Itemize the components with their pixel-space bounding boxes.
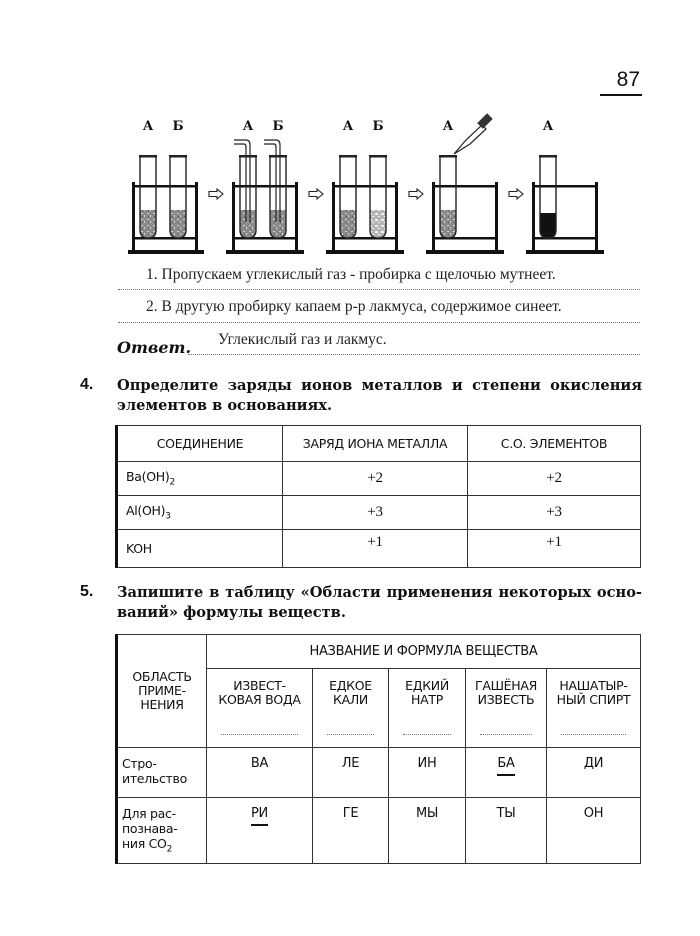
substance-name-line: ЕДКОЕ [329,678,372,693]
metal-charge-cell[interactable]: +3 [283,496,468,530]
tube-label: А [342,119,354,134]
table-group-header-row [117,635,641,669]
task-5-number: 5. [80,583,94,600]
code-cell[interactable] [466,798,547,864]
rack-shelf-icon [132,237,198,240]
area-label-line: Для рас- [122,806,176,821]
experiment-illustration [128,110,648,260]
formula-blank-line[interactable] [221,734,298,735]
tube-label: Б [272,119,284,134]
substance-name-line: ГАШЁНАЯ [475,678,537,693]
column-header-oxidation-states: С.О. ЭЛЕМЕНТОВ [468,426,641,462]
page-number-rule [600,94,642,96]
bases-application-table [115,634,641,864]
answer-label: Ответ. [117,338,192,357]
substance-name-line: ЕДКИЙ [405,678,449,693]
task-4-number: 4. [80,376,94,393]
formula-cell [117,530,283,568]
task-4-text-line1: Определите заряды ионов металлов и степени окисления [117,377,642,394]
arrow-right-icon [409,189,423,199]
formula-subscript: 3 [165,511,171,522]
formula-cell [117,462,283,496]
area-label-line: познава- [122,821,178,836]
rack-shelf-icon [432,185,498,188]
code-cell-selected[interactable] [466,748,547,798]
tube-liquid-icon [340,210,356,238]
formula-cell [117,496,283,530]
page-number: 87 [616,68,640,91]
code-text: МЫ [415,806,439,821]
tube-label: Б [172,119,184,134]
rack-shelf-icon [332,237,398,240]
tube-liquid-icon [270,210,286,238]
code-text: ВА [250,756,269,771]
tube-label: Б [372,119,384,134]
metal-charge-cell[interactable]: +2 [283,462,468,496]
code-cell[interactable] [389,798,466,864]
code-text-underlined: РИ [251,806,268,826]
tube-label: А [142,119,154,134]
rack-shelf-icon [332,185,398,188]
substance-header-cell [207,669,313,748]
answer-line [118,322,640,323]
substance-header-cell [466,669,547,748]
substance-name-line: ИЗВЕСТЬ [477,692,535,707]
code-text: ИН [417,756,437,771]
answer-line [118,289,640,290]
rack-shelf-icon [132,185,198,188]
formula-subscript: 2 [169,477,175,488]
rack-shelf-icon [532,237,598,240]
area-label-cell [117,748,207,798]
table-row [117,496,641,530]
code-text: ДИ [583,756,604,771]
gas-tube-icon [234,140,250,222]
rack-post-icon [232,182,235,252]
area-header-cell [117,635,207,748]
pipette-icon [454,125,486,154]
task-4-text-line2: элементов в основаниях. [117,397,333,414]
code-cell[interactable] [207,748,313,798]
rack-shelf-icon [232,237,298,240]
tube-liquid-icon [240,210,256,238]
substance-header-cell [389,669,466,748]
area-label-subscript: 2 [166,844,172,855]
substance-name-line: КАЛИ [333,692,368,707]
substance-name-line: НЫЙ СПИРТ [556,692,631,707]
oxidation-state-cell[interactable]: +2 [468,462,641,496]
area-header-line: ОБЛАСТЬ [132,669,192,684]
rack-post-icon [332,182,335,252]
rack-shelf-icon [432,237,498,240]
code-cell-selected[interactable] [207,798,313,864]
code-text: ТЫ [496,806,516,821]
rack-shelf-icon [232,185,298,188]
substance-name-line: ИЗВЕСТ- [233,678,286,693]
rack-base-icon [526,250,604,254]
gas-tube-icon [264,140,280,222]
tube-rim-icon [339,155,357,158]
tube-liquid-icon [170,210,186,238]
column-header-metal-charge: ЗАРЯД ИОНА МЕТАЛЛА [283,426,468,462]
task-5-text-line1: Запишите в таблицу «Области применения некоторых осно- [117,584,642,601]
group-header-cell: НАЗВАНИЕ И ФОРМУЛА ВЕЩЕСТВА [207,635,641,669]
tube-rim-icon [539,155,557,158]
tube-rim-icon [269,155,287,158]
code-cell[interactable] [547,798,641,864]
column-header-compound: СОЕДИНЕНИЕ [117,426,283,462]
oxidation-state-cell[interactable]: +3 [468,496,641,530]
rack-post-icon [495,182,498,252]
substance-name-line: НАШАТЫР- [559,678,628,693]
area-label-line: ния CO [122,836,167,851]
tube-liquid-icon [540,213,556,238]
code-text-underlined: БА [497,756,514,776]
rack-post-icon [532,182,535,252]
pipette-bulb-icon [477,113,493,129]
code-cell[interactable] [547,748,641,798]
area-label-line: Стро- [122,756,157,771]
step-1-text: 1. Пропускаем углекислый газ - пробирка с щелочью мутнеет. [146,266,556,283]
tube-rim-icon [369,155,387,158]
tube-label: А [542,119,554,134]
rack-post-icon [195,182,198,252]
formula-blank-line[interactable] [327,734,374,735]
step-2-text: 2. В другую пробирку капаем р-р лакмуса, содержимое синеет. [146,298,562,315]
code-cell[interactable] [313,798,389,864]
tube-liquid-icon [140,210,156,238]
rack-post-icon [132,182,135,252]
answer-line [188,354,640,355]
rack-post-icon [432,182,435,252]
table-row [117,798,641,864]
formula-text: Ba(OH) [126,469,170,485]
area-label-line: ительство [122,771,187,786]
rack-base-icon [128,250,204,254]
rack-base-icon [326,250,404,254]
oxidation-state-cell[interactable]: +1 [468,530,641,568]
substance-name-line: КОВАЯ ВОДА [218,692,301,707]
tube-rim-icon [439,155,457,158]
code-text: ГЕ [342,806,359,821]
table-header-row [117,426,641,462]
table-row [117,748,641,798]
area-header-line: НЕНИЯ [140,697,184,712]
code-text: ЛЕ [341,756,360,771]
answer-text: Углекислый газ и лакмус. [218,331,387,348]
rack-shelf-icon [532,185,598,188]
table-row [117,530,641,568]
tube-rim-icon [139,155,157,158]
substance-header-cell [547,669,641,748]
ion-charges-table [115,425,641,568]
tube-label: А [442,119,454,134]
rack-base-icon [226,250,304,254]
arrow-right-icon [509,189,523,199]
arrow-right-icon [309,189,323,199]
arrow-right-icon [209,189,223,199]
code-text: ОН [583,806,604,821]
rack-post-icon [595,182,598,252]
rack-post-icon [395,182,398,252]
illustration-scene [128,113,604,254]
area-label-cell [117,798,207,864]
formula-blank-line[interactable] [480,734,532,735]
substance-header-cell [313,669,389,748]
formula-blank-line[interactable] [561,734,626,735]
metal-charge-cell[interactable]: +1 [283,530,468,568]
code-cell[interactable] [313,748,389,798]
formula-text: KOH [126,541,152,556]
task-5-text-line2: ваний» формулы веществ. [117,604,346,621]
tube-rim-icon [239,155,257,158]
substance-name-line: НАТР [411,692,443,707]
tube-label: А [242,119,254,134]
area-header-line: ПРИМЕ- [138,683,186,698]
table-row [117,462,641,496]
rack-post-icon [295,182,298,252]
tube-liquid-icon [440,210,456,238]
rack-base-icon [426,250,504,254]
code-cell[interactable] [389,748,466,798]
formula-text: Al(OH) [126,503,166,519]
tube-rim-icon [169,155,187,158]
formula-blank-line[interactable] [403,734,451,735]
tube-liquid-icon [370,210,386,238]
